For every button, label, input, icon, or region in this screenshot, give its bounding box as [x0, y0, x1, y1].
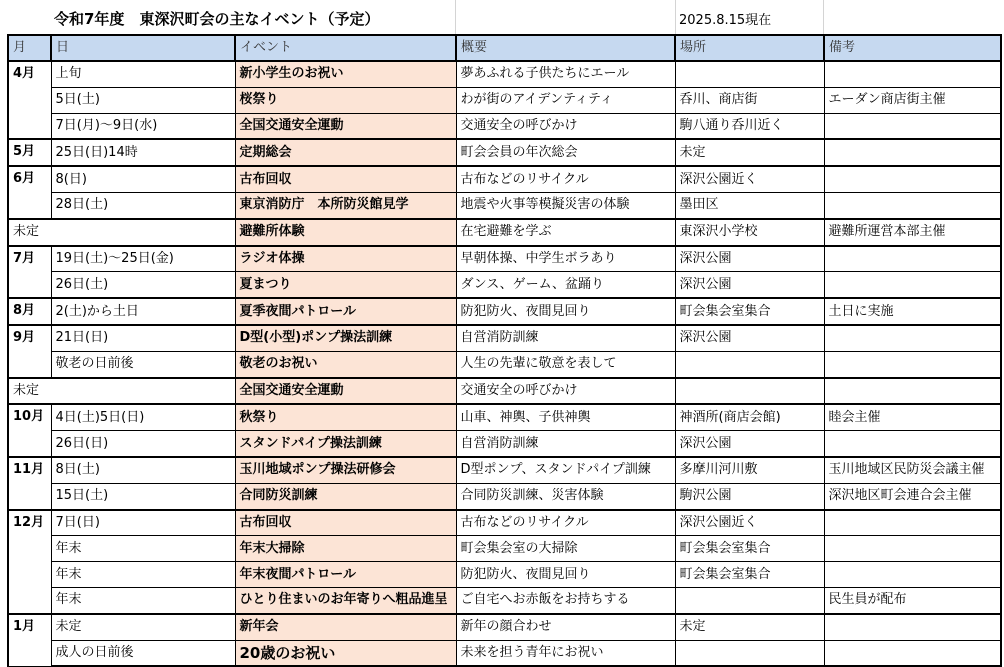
event-cell[interactable]: 年末大掃除: [235, 536, 456, 562]
day-cell[interactable]: 8日(土): [51, 457, 235, 483]
month-cell[interactable]: 4月: [8, 61, 51, 139]
event-cell[interactable]: 玉川地域ポンプ操法研修会: [235, 457, 456, 483]
event-cell[interactable]: 全国交通安全運動: [235, 113, 456, 139]
header-place[interactable]: 場所: [675, 35, 824, 61]
summary-cell[interactable]: 町会集会室の大掃除: [456, 536, 675, 562]
day-cell[interactable]: 15日(土): [51, 483, 235, 509]
event-cell[interactable]: D型(小型)ポンプ操法訓練: [235, 325, 456, 351]
table-row: [8, 483, 1001, 509]
event-cell[interactable]: 秋祭り: [235, 404, 456, 430]
table-row: [8, 272, 1001, 298]
month-cell[interactable]: 未定: [8, 378, 235, 405]
event-cell[interactable]: 年末夜間パトロール: [235, 562, 456, 588]
event-cell[interactable]: 敬老のお祝い: [235, 351, 456, 377]
event-cell[interactable]: スタンドパイプ操法訓練: [235, 431, 456, 457]
table-row: [8, 457, 1001, 483]
table-row: [8, 166, 1001, 192]
notes-cell[interactable]: [824, 139, 1001, 166]
events-table: [7, 34, 1002, 667]
day-cell[interactable]: 未定: [51, 614, 235, 640]
day-cell[interactable]: 8(日): [51, 166, 235, 192]
place-cell[interactable]: 駒沢公園: [675, 483, 824, 509]
day-cell[interactable]: 26日(土): [51, 272, 235, 298]
summary-cell[interactable]: 山車、神輿、子供神輿: [456, 404, 675, 430]
day-cell[interactable]: 5日(土): [51, 87, 235, 113]
event-cell[interactable]: ラジオ体操: [235, 246, 456, 272]
summary-cell[interactable]: 早朝体操、中学生ボラあり: [456, 246, 675, 272]
notes-cell[interactable]: [824, 562, 1001, 588]
day-cell[interactable]: 21日(日): [51, 325, 235, 351]
notes-cell[interactable]: エーダン商店街主催: [824, 87, 1001, 113]
event-cell[interactable]: 新小学生のお祝い: [235, 61, 456, 87]
gridline: [455, 0, 456, 34]
notes-cell[interactable]: [824, 351, 1001, 377]
notes-cell[interactable]: 土日に実施: [824, 298, 1001, 325]
notes-cell[interactable]: [824, 640, 1001, 666]
table-row: [8, 378, 1001, 405]
place-cell[interactable]: 駒八通り呑川近く: [675, 113, 824, 139]
table-row: [8, 61, 1001, 87]
table-row: [8, 298, 1001, 325]
summary-cell[interactable]: 地震や火事等模擬災害の体験: [456, 192, 675, 218]
notes-cell[interactable]: [824, 510, 1001, 536]
table-row: [8, 139, 1001, 166]
event-cell[interactable]: 20歳のお祝い: [235, 640, 456, 666]
summary-cell[interactable]: 防犯防火、夜間見回り: [456, 562, 675, 588]
summary-cell[interactable]: 自営消防訓練: [456, 431, 675, 457]
header-event[interactable]: イベント: [235, 35, 456, 61]
event-cell[interactable]: 古布回収: [235, 510, 456, 536]
month-cell[interactable]: 6月: [8, 166, 51, 219]
notes-cell[interactable]: [824, 431, 1001, 457]
place-cell[interactable]: 神酒所(商店会館): [675, 404, 824, 430]
title-row: [0, 0, 1004, 34]
summary-cell[interactable]: 古布などのリサイクル: [456, 510, 675, 536]
event-cell[interactable]: 新年会: [235, 614, 456, 640]
notes-cell[interactable]: 玉川地域区民防災会議主催: [824, 457, 1001, 483]
event-cell[interactable]: 全国交通安全運動: [235, 378, 456, 405]
place-cell[interactable]: 東深沢小学校: [675, 219, 824, 246]
notes-cell[interactable]: 深沢地区町会連合会主催: [824, 483, 1001, 509]
notes-cell[interactable]: 睦会主催: [824, 404, 1001, 430]
place-cell[interactable]: 未定: [675, 614, 824, 640]
day-cell[interactable]: 7日(月)～9日(水): [51, 113, 235, 139]
day-cell[interactable]: 年末: [51, 536, 235, 562]
summary-cell[interactable]: D型ポンプ、スタンドパイプ訓練: [456, 457, 675, 483]
table-row: [8, 587, 1001, 613]
place-cell[interactable]: 町会集会室集合: [675, 298, 824, 325]
month-cell[interactable]: 12月: [8, 510, 51, 614]
gridline: [823, 0, 824, 34]
notes-cell[interactable]: [824, 325, 1001, 351]
month-cell[interactable]: 11月: [8, 457, 51, 510]
day-cell[interactable]: 上旬: [51, 61, 235, 87]
summary-cell[interactable]: 交通安全の呼びかけ: [456, 113, 675, 139]
place-cell[interactable]: 深沢公園近く: [675, 166, 824, 192]
table-row: [8, 562, 1001, 588]
summary-cell[interactable]: 在宅避難を学ぶ: [456, 219, 675, 246]
day-cell[interactable]: 25日(日)14時: [51, 139, 235, 166]
place-cell[interactable]: [675, 61, 824, 87]
summary-cell[interactable]: 防犯防火、夜間見回り: [456, 298, 675, 325]
header-summary[interactable]: 概要: [456, 35, 675, 61]
place-cell[interactable]: 深沢公園: [675, 325, 824, 351]
place-cell[interactable]: [675, 351, 824, 377]
table-row: [8, 351, 1001, 377]
events-body: [8, 61, 1001, 666]
day-cell[interactable]: 28日(土): [51, 192, 235, 218]
table-row: [8, 404, 1001, 430]
day-cell[interactable]: 敬老の日前後: [51, 351, 235, 377]
month-cell[interactable]: 10月: [8, 404, 51, 457]
table-row: [8, 640, 1001, 666]
summary-cell[interactable]: 夢あふれる子供たちにエール: [456, 61, 675, 87]
header-month[interactable]: 月: [8, 35, 51, 61]
summary-cell[interactable]: 自営消防訓練: [456, 325, 675, 351]
table-row: [8, 325, 1001, 351]
notes-cell[interactable]: 民生員が配布: [824, 587, 1001, 613]
place-cell[interactable]: 深沢公園: [675, 246, 824, 272]
month-cell[interactable]: 5月: [8, 139, 51, 166]
as-of-date[interactable]: 2025.8.15現在: [679, 13, 772, 28]
day-cell[interactable]: 19日(土)～25日(金): [51, 246, 235, 272]
summary-cell[interactable]: 合同防災訓練、災害体験: [456, 483, 675, 509]
event-cell[interactable]: 東京消防庁 本所防災館見学: [235, 192, 456, 218]
place-cell[interactable]: [675, 587, 824, 613]
event-cell[interactable]: 定期総会: [235, 139, 456, 166]
header-notes[interactable]: 備考: [824, 35, 1001, 61]
table-row: [8, 536, 1001, 562]
place-cell[interactable]: 町会集会室集合: [675, 536, 824, 562]
summary-cell[interactable]: 新年の顔合わせ: [456, 614, 675, 640]
notes-cell[interactable]: [824, 61, 1001, 87]
summary-cell[interactable]: 人生の先輩に敬意を表して: [456, 351, 675, 377]
header-row: [8, 35, 1001, 61]
table-row: [8, 614, 1001, 640]
day-cell[interactable]: 2(土)から土日: [51, 298, 235, 325]
place-cell[interactable]: 呑川、商店街: [675, 87, 824, 113]
day-cell[interactable]: 年末: [51, 562, 235, 588]
notes-cell[interactable]: [824, 192, 1001, 218]
month-cell[interactable]: 7月: [8, 246, 51, 299]
table-row: [8, 219, 1001, 246]
notes-cell[interactable]: [824, 536, 1001, 562]
notes-cell[interactable]: [824, 113, 1001, 139]
place-cell[interactable]: 町会集会室集合: [675, 562, 824, 588]
place-cell[interactable]: 墨田区: [675, 192, 824, 218]
month-cell[interactable]: 1月: [8, 614, 51, 667]
table-row: [8, 113, 1001, 139]
event-cell[interactable]: ひとり住まいのお年寄りへ粗品進呈: [235, 587, 456, 613]
event-cell[interactable]: 夏季夜間パトロール: [235, 298, 456, 325]
summary-cell[interactable]: 未来を担う青年にお祝い: [456, 640, 675, 666]
header-day[interactable]: 日: [51, 35, 235, 61]
place-cell[interactable]: [675, 378, 824, 405]
notes-cell[interactable]: [824, 272, 1001, 298]
event-cell[interactable]: 古布回収: [235, 166, 456, 192]
notes-cell[interactable]: [824, 166, 1001, 192]
place-cell[interactable]: [675, 640, 824, 666]
month-cell[interactable]: 未定: [8, 219, 235, 246]
summary-cell[interactable]: ご自宅へお赤飯をお持ちする: [456, 587, 675, 613]
summary-cell[interactable]: ダンス、ゲーム、盆踊り: [456, 272, 675, 298]
notes-cell[interactable]: [824, 246, 1001, 272]
place-cell[interactable]: 未定: [675, 139, 824, 166]
month-cell[interactable]: 8月: [8, 298, 51, 325]
place-cell[interactable]: 多摩川河川敷: [675, 457, 824, 483]
notes-cell[interactable]: [824, 378, 1001, 405]
table-row: [8, 431, 1001, 457]
summary-cell[interactable]: 町会会員の年次総会: [456, 139, 675, 166]
table-row: [8, 246, 1001, 272]
summary-cell[interactable]: わが街のアイデンティティ: [456, 87, 675, 113]
page-title[interactable]: 令和7年度 東深沢町会の主なイベント（予定）: [54, 10, 380, 28]
summary-cell[interactable]: 交通安全の呼びかけ: [456, 378, 675, 405]
event-cell[interactable]: 夏まつり: [235, 272, 456, 298]
day-cell[interactable]: 4日(土)5日(日): [51, 404, 235, 430]
place-cell[interactable]: 深沢公園: [675, 272, 824, 298]
event-cell[interactable]: 合同防災訓練: [235, 483, 456, 509]
notes-cell[interactable]: 避難所運営本部主催: [824, 219, 1001, 246]
day-cell[interactable]: 26日(日): [51, 431, 235, 457]
day-cell[interactable]: 年末: [51, 587, 235, 613]
table-row: [8, 510, 1001, 536]
gridline: [675, 0, 676, 34]
month-cell[interactable]: 9月: [8, 325, 51, 378]
notes-cell[interactable]: [824, 614, 1001, 640]
event-cell[interactable]: 桜祭り: [235, 87, 456, 113]
event-cell[interactable]: 避難所体験: [235, 219, 456, 246]
table-row: [8, 87, 1001, 113]
day-cell[interactable]: 成人の日前後: [51, 640, 235, 666]
day-cell[interactable]: 7日(日): [51, 510, 235, 536]
place-cell[interactable]: 深沢公園: [675, 431, 824, 457]
summary-cell[interactable]: 古布などのリサイクル: [456, 166, 675, 192]
place-cell[interactable]: 深沢公園近く: [675, 510, 824, 536]
table-row: [8, 192, 1001, 218]
